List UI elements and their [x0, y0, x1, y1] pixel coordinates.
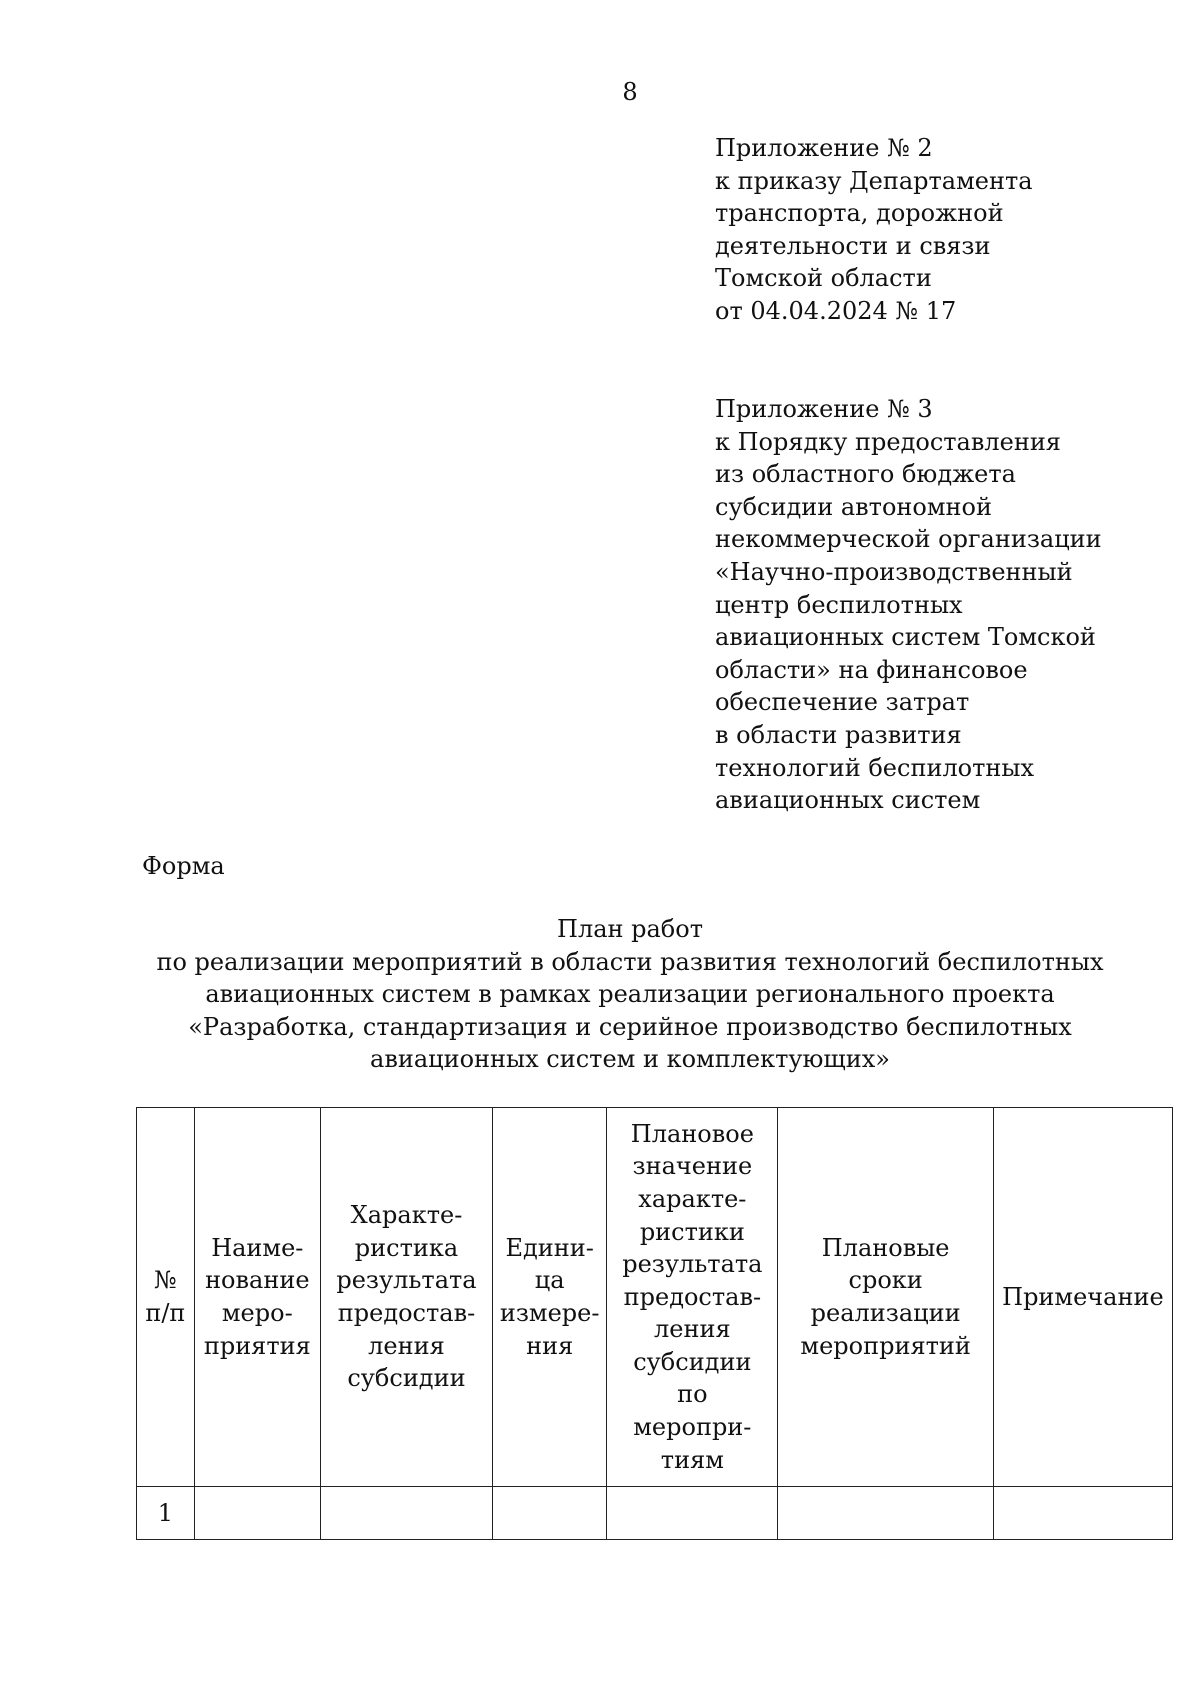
header-line: нование [205, 1266, 310, 1295]
header-line: характе- [638, 1184, 747, 1213]
header-line: субсидии [633, 1347, 752, 1376]
header-result-characteristic [320, 1108, 492, 1487]
header-line: по [677, 1380, 708, 1409]
header-line: Плановые сроки [821, 1233, 950, 1295]
header-line: меро- [221, 1299, 293, 1327]
header-line: ления [368, 1331, 445, 1360]
header-line: субсидии [347, 1364, 466, 1393]
header-line: ристика [354, 1233, 459, 1262]
header-line: Плановое [630, 1119, 754, 1148]
appendix-2-block [715, 132, 1033, 328]
header-line: ления [654, 1315, 731, 1344]
appendix-3-line: центр беспилотных [715, 590, 963, 619]
appendix-3-line: из областного бюджета [715, 460, 1016, 489]
appendix-3-line: технологий беспилотных [715, 753, 1035, 782]
header-unit [493, 1108, 607, 1487]
header-line: ния [526, 1331, 574, 1360]
header-line: п/п [145, 1299, 186, 1327]
header-line: значение [632, 1152, 753, 1181]
appendix-3-line: Приложение № 3 [715, 395, 933, 423]
appendix-2-line: от 04.04.2024 № 17 [715, 296, 957, 325]
appendix-3-line: некоммерческой организации [715, 525, 1102, 554]
table-row [137, 1487, 1173, 1540]
header-line: результата [622, 1250, 763, 1279]
header-line: меропри- [633, 1413, 752, 1442]
header-line: ца [534, 1266, 565, 1295]
plan-title-line: авиационных систем в рамках реализации регионального проекта [205, 980, 1055, 1009]
plan-title [140, 913, 1120, 1076]
plan-title-line: План работ [557, 915, 703, 943]
header-line: Наиме- [211, 1233, 304, 1262]
header-line: реализации [810, 1299, 961, 1327]
header-line: приятия [203, 1331, 311, 1360]
table-header-row [137, 1108, 1173, 1487]
table-cell-unit [493, 1487, 607, 1540]
header-line: Примечание [1002, 1282, 1164, 1311]
appendix-3-line: к Порядку предоставления [715, 427, 1061, 456]
appendix-3-block [715, 393, 1102, 817]
appendix-3-line: обеспечение затрат [715, 688, 970, 717]
header-line: ристики [639, 1217, 745, 1246]
appendix-2-line: к приказу Департамента [715, 166, 1033, 195]
appendix-3-line: «Научно-производственный [715, 557, 1073, 586]
appendix-3-line: авиационных систем Томской [715, 623, 1096, 652]
plan-table [136, 1107, 1173, 1540]
appendix-3-line: субсидии автономной [715, 492, 992, 521]
header-line: № [154, 1266, 177, 1295]
appendix-2-line: транспорта, дорожной [715, 199, 1004, 228]
appendix-2-line: деятельности и связи [715, 231, 991, 260]
appendix-3-line: области» на финансовое [715, 655, 1028, 684]
table-cell-planned-dates [778, 1487, 993, 1540]
header-planned-value [607, 1108, 778, 1487]
table-cell-number: 1 [137, 1487, 195, 1540]
header-line: тиям [660, 1445, 724, 1474]
header-note [993, 1108, 1172, 1487]
header-line: Характе- [350, 1201, 463, 1230]
appendix-3-line: в области развития [715, 720, 962, 749]
table-cell-event-name [194, 1487, 320, 1540]
page-number: 8 [622, 78, 638, 106]
header-number [137, 1108, 195, 1487]
appendix-2-line: Приложение № 2 [715, 134, 933, 162]
header-line: мероприятий [800, 1331, 971, 1360]
appendix-3-line: авиационных систем [715, 786, 981, 815]
appendix-2-line: Томской области [715, 264, 932, 293]
table-cell-result-characteristic [320, 1487, 492, 1540]
plan-title-line: «Разработка, стандартизация и серийное производство беспилотных [188, 1012, 1072, 1041]
header-line: предостав- [337, 1299, 476, 1327]
plan-title-line: по реализации мероприятий в области развития технологий беспилотных [156, 947, 1104, 976]
table-cell-planned-value [607, 1487, 778, 1540]
header-line: Едини- [505, 1233, 594, 1262]
header-line: предостав- [623, 1282, 762, 1311]
form-label: Форма [142, 852, 225, 880]
table-cell-note [993, 1487, 1172, 1540]
header-line: измере- [499, 1299, 600, 1327]
plan-title-line: авиационных систем и комплектующих» [370, 1045, 890, 1074]
header-event-name [194, 1108, 320, 1487]
header-planned-dates [778, 1108, 993, 1487]
header-line: результата [336, 1266, 477, 1295]
